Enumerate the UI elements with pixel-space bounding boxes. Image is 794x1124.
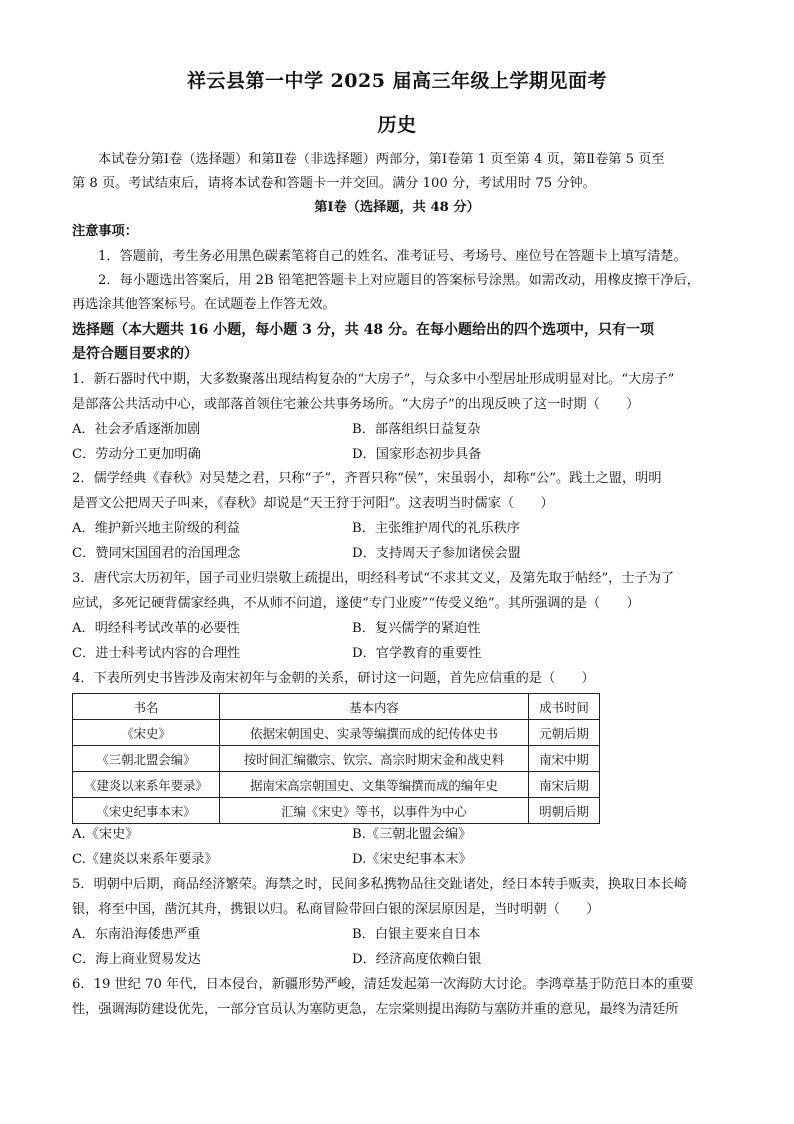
question-stem: 是晋文公把周天子叫来，《春秋》却说是“天王狩于河阳”。这表明当时儒家（ ） — [72, 496, 554, 511]
table-row — [73, 720, 600, 746]
table-cell: 按时间汇编徽宗、钦宗、高宗时期宋金和战史料 — [220, 746, 529, 772]
table-header-cell: 基本内容 — [220, 694, 529, 720]
part1-heading: 第Ⅰ卷（选择题，共 48 分） — [314, 200, 480, 215]
section-heading: 是符合题目要求的） — [72, 346, 198, 362]
table-header-row — [73, 694, 600, 720]
option-d: D．官学教育的重要性 — [352, 646, 482, 661]
option-c: C．进士科考试内容的合理性 — [72, 646, 241, 661]
option-d: D．经济高度依赖白银 — [352, 952, 482, 967]
option-b: B．部落组织日益复杂 — [352, 422, 481, 437]
question-stem: 4．下表所列史书皆涉及南宋初年与金朝的关系，研讨这一问题，首先应信重的是（ ） — [72, 671, 595, 686]
table-row — [73, 772, 600, 798]
table-cell: 汇编《宋史》等书，以事件为中心 — [220, 798, 529, 824]
table-cell: 元朝后期 — [529, 720, 600, 746]
option-a: A．东南沿海倭患严重 — [72, 927, 201, 942]
exam-title: 祥云县第一中学 2025 届高三年级上学期见面考 — [186, 70, 608, 92]
table-cell: 南宋中期 — [529, 746, 600, 772]
question-stem: 是部落公共活动中心，或部落首领住宅兼公共事务场所。“大房子”的出现反映了这一时期（ ） — [72, 397, 640, 412]
option-d: D.《宋史纪事本末》 — [352, 852, 472, 867]
table-header-cell: 书名 — [73, 694, 220, 720]
intro-line: 第 8 页。考试结束后，请将本试卷和答题卡一并交回。满分 100 分，考试用时 75 分钟。 — [72, 176, 596, 191]
table-cell: 明朝后期 — [529, 798, 600, 824]
option-b: B．白银主要来自日本 — [352, 927, 481, 942]
option-b: B．主张维护周代的礼乐秩序 — [352, 521, 520, 536]
question-stem: 性，强调海防建设优先，一部分官员认为塞防更急，左宗棠则提出海防与塞防并重的意见，最终为清廷所 — [72, 1002, 679, 1017]
option-c: C．赞同宋国国君的治国理念 — [72, 546, 241, 561]
option-a: A．社会矛盾逐渐加剧 — [72, 422, 201, 437]
question-stem: 1．新石器时代中期，大多数聚落出现结构复杂的“大房子”，与众多中小型居址形成明显对比。“大房子” — [72, 372, 675, 387]
option-c: C.《建炎以来系年要录》 — [72, 852, 218, 867]
option-b: B.《三朝北盟会编》 — [352, 827, 472, 842]
option-b: B．复兴儒学的紧迫性 — [352, 621, 481, 636]
notice-item: 再选涂其他答案标号。在试题卷上作答无效。 — [72, 297, 336, 312]
notice-heading: 注意事项： — [72, 224, 138, 239]
option-a: A.《宋史》 — [72, 827, 139, 842]
table-cell: 《宋史》 — [73, 720, 220, 746]
table-cell: 《宋史纪事本末》 — [73, 798, 220, 824]
question-stem: 2．儒学经典《春秋》对吴楚之君，只称“子”，齐晋只称“侯”，宋虽弱小，却称“公”。践土之盟，明明 — [72, 471, 662, 486]
table-cell: 依据宋朝国史、实录等编撰而成的纪传体史书 — [220, 720, 529, 746]
history-books-table — [72, 693, 600, 824]
table-cell: 据南宋高宗朝国史、文集等编撰而成的编年史 — [220, 772, 529, 798]
question-stem: 银，将至中国，凿沉其舟，携银以归。私商冒险带回白银的深层原因是，当时明朝（ ） — [72, 902, 600, 917]
notice-item: 1．答题前，考生务必用黑色碳素笔将自己的姓名、准考证号、考场号、座位号在答题卡上填写清楚。 — [98, 249, 687, 264]
option-a: A．维护新兴地主阶级的利益 — [72, 521, 240, 536]
table-header-cell: 成书时间 — [529, 694, 600, 720]
table-row — [73, 746, 600, 772]
table-row — [73, 798, 600, 824]
option-a: A．明经科考试改革的必要性 — [72, 621, 240, 636]
option-d: D．支持周天子参加诸侯会盟 — [352, 546, 521, 561]
table-cell: 南宋后期 — [529, 772, 600, 798]
option-d: D．国家形态初步具备 — [352, 447, 482, 462]
notice-item: 2．每小题选出答案后，用 2B 铅笔把答题卡上对应题目的答案标号涂黑。如需改动，用橡皮擦干净后， — [98, 273, 700, 288]
option-c: C．海上商业贸易发达 — [72, 952, 201, 967]
question-stem: 3．唐代宗大历初年，国子司业归崇敬上疏提出，明经科考试“不求其文义，及第先取于帖经”，士子为了 — [72, 571, 675, 586]
question-stem: 5．明朝中后期，商品经济繁荣。海禁之时，民间多私携物品往交趾诸处，经日本转手贩卖，换取日本长崎 — [72, 877, 688, 892]
subject-title: 历史 — [377, 114, 417, 136]
table-cell: 《建炎以来系年要录》 — [73, 772, 220, 798]
intro-line: 本试卷分第Ⅰ卷（选择题）和第Ⅱ卷（非选择题）两部分，第Ⅰ卷第 1 页至第 4 页，第Ⅱ卷第 5 页至 — [98, 152, 665, 167]
question-stem: 6．19 世纪 70 年代，日本侵台，新疆形势严峻，清廷发起第一次海防大讨论。李鸿章基于防范日本的重要 — [72, 977, 694, 992]
section-heading: 选择题（本大题共 16 小题，每小题 3 分，共 48 分。在每小题给出的四个选项中，只有一项 — [72, 322, 654, 338]
option-c: C．劳动分工更加明确 — [72, 447, 201, 462]
question-stem: 应试，多死记硬背儒家经典，不从师不问道，遂使“专门业废”“传受义绝”。其所强调的是（ ） — [72, 596, 640, 611]
table-cell: 《三朝北盟会编》 — [73, 746, 220, 772]
